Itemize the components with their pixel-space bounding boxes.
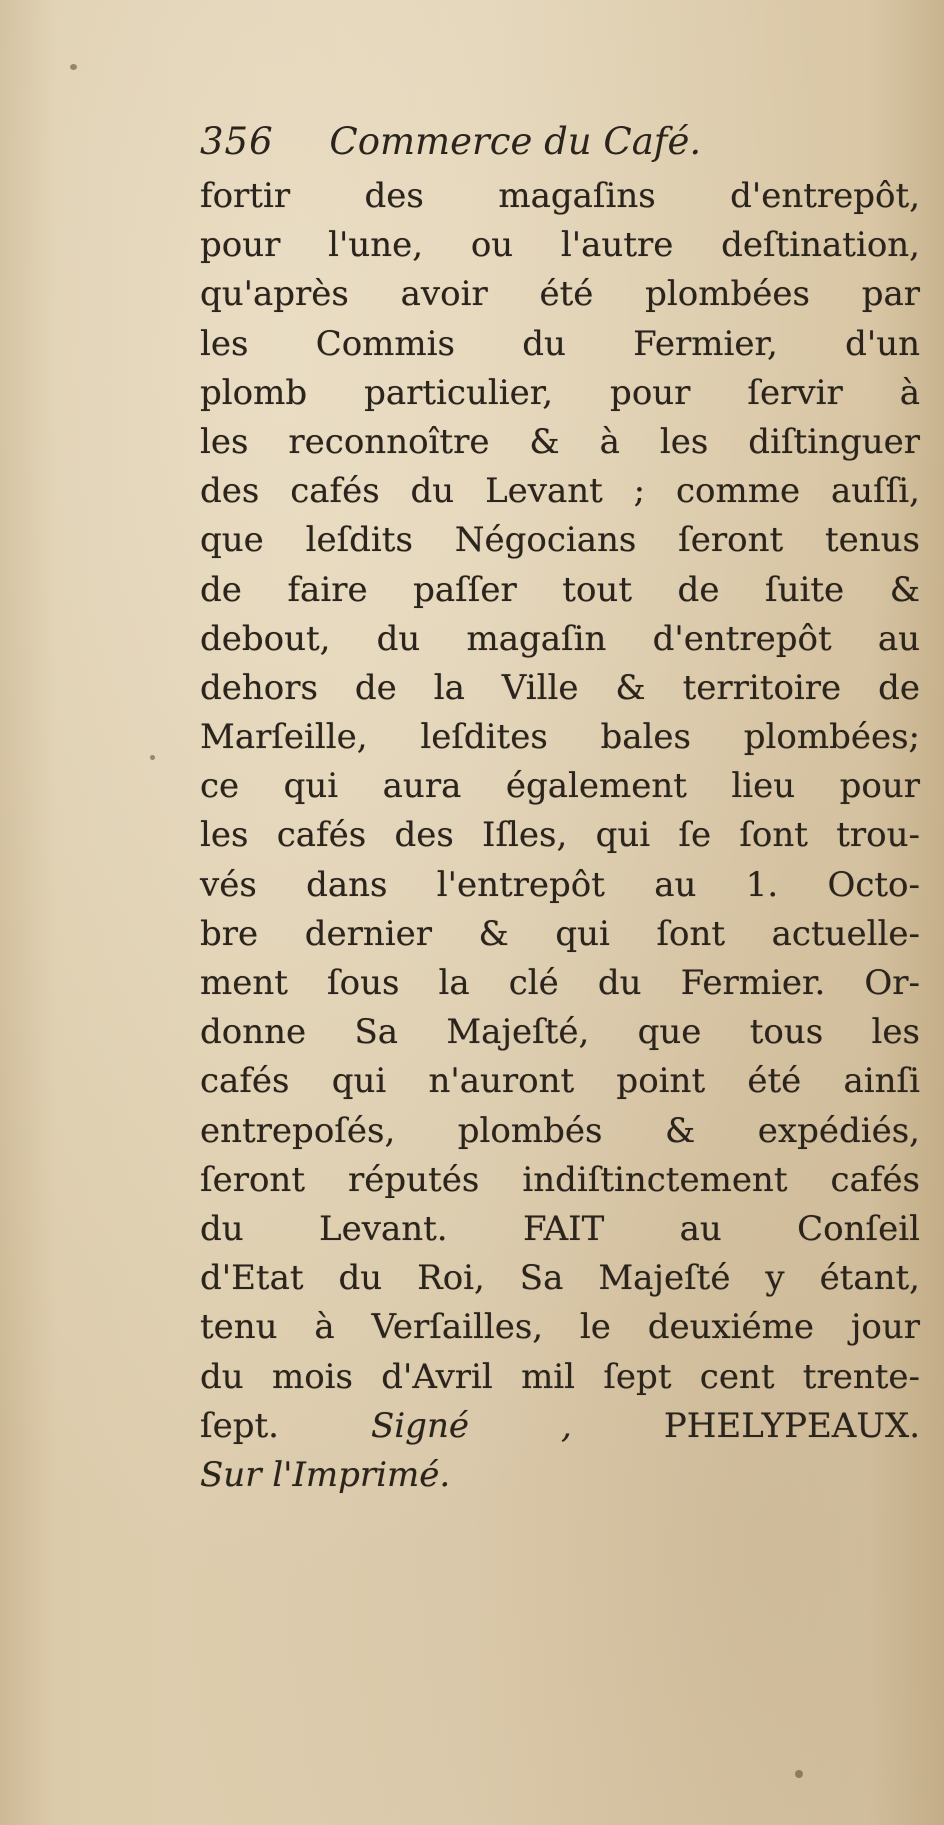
text-line: les Commis du Fermier, d'un — [200, 323, 920, 364]
page-header — [200, 120, 701, 164]
text-line: que leſdits Négocians ſeront tenus — [200, 520, 920, 561]
signe-label: Signé , — [371, 1405, 572, 1446]
text-line: fortir des magaſins d'entrepôt, — [200, 176, 920, 216]
text-line: d'Etat du Roi, Sa Majeſté y étant, — [200, 1258, 920, 1299]
text-line: dehors de la Ville & territoire de — [200, 667, 920, 708]
text-line: les cafés des Iſles, qui ſe ſont trou- — [200, 815, 920, 856]
signature-prefix: ſept. — [200, 1405, 279, 1446]
text-line: des cafés du Levant ; comme auſſi, — [200, 471, 920, 512]
text-line: cafés qui n'auront point été ainſi — [200, 1061, 920, 1102]
text-line: du Levant. FAIT au Conſeil — [200, 1208, 920, 1249]
text-line: de faire paſſer tout de ſuite & — [200, 569, 920, 610]
text-line: pour l'une, ou l'autre deſtination, — [200, 225, 920, 266]
final-line: Sur l'Imprimé. — [200, 1454, 451, 1495]
text-line: debout, du magaſin d'entrepôt au — [200, 618, 920, 659]
page-number: 356 — [200, 120, 274, 163]
text-line: vés dans l'entrepôt au 1. Octo- — [200, 864, 920, 905]
text-line: les reconnoître & à les diſtinguer — [200, 421, 920, 462]
text-line: plomb particulier, pour ſervir à — [200, 372, 920, 413]
text-line: ſeront réputés indiſtinctement cafés — [200, 1159, 920, 1200]
paper-speck — [70, 64, 77, 70]
paper-speck — [150, 755, 155, 760]
paper-speck — [795, 1770, 803, 1778]
signature-line — [200, 1402, 920, 1451]
text-line: entrepoſés, plombés & expédiés, — [200, 1110, 920, 1151]
text-line: ce qui aura également lieu pour — [200, 766, 920, 807]
text-line: qu'après avoir été plombées par — [200, 274, 920, 315]
signatory-name: PHELYPEAUX. — [663, 1405, 921, 1446]
text-line: donne Sa Majeſté, que tous les — [200, 1012, 920, 1053]
running-title: Commerce du Café. — [329, 120, 702, 163]
text-line: du mois d'Avril mil ſept cent trente- — [200, 1356, 920, 1397]
page-body — [200, 172, 920, 1500]
text-line: Marſeille, leſdites bales plombées; — [200, 717, 920, 758]
text-line: bre dernier & qui ſont actuelle- — [200, 913, 920, 954]
text-line: ment ſous la clé du Fermier. Or- — [200, 963, 920, 1003]
text-line: tenu à Verſailles, le deuxiéme jour — [200, 1307, 920, 1348]
